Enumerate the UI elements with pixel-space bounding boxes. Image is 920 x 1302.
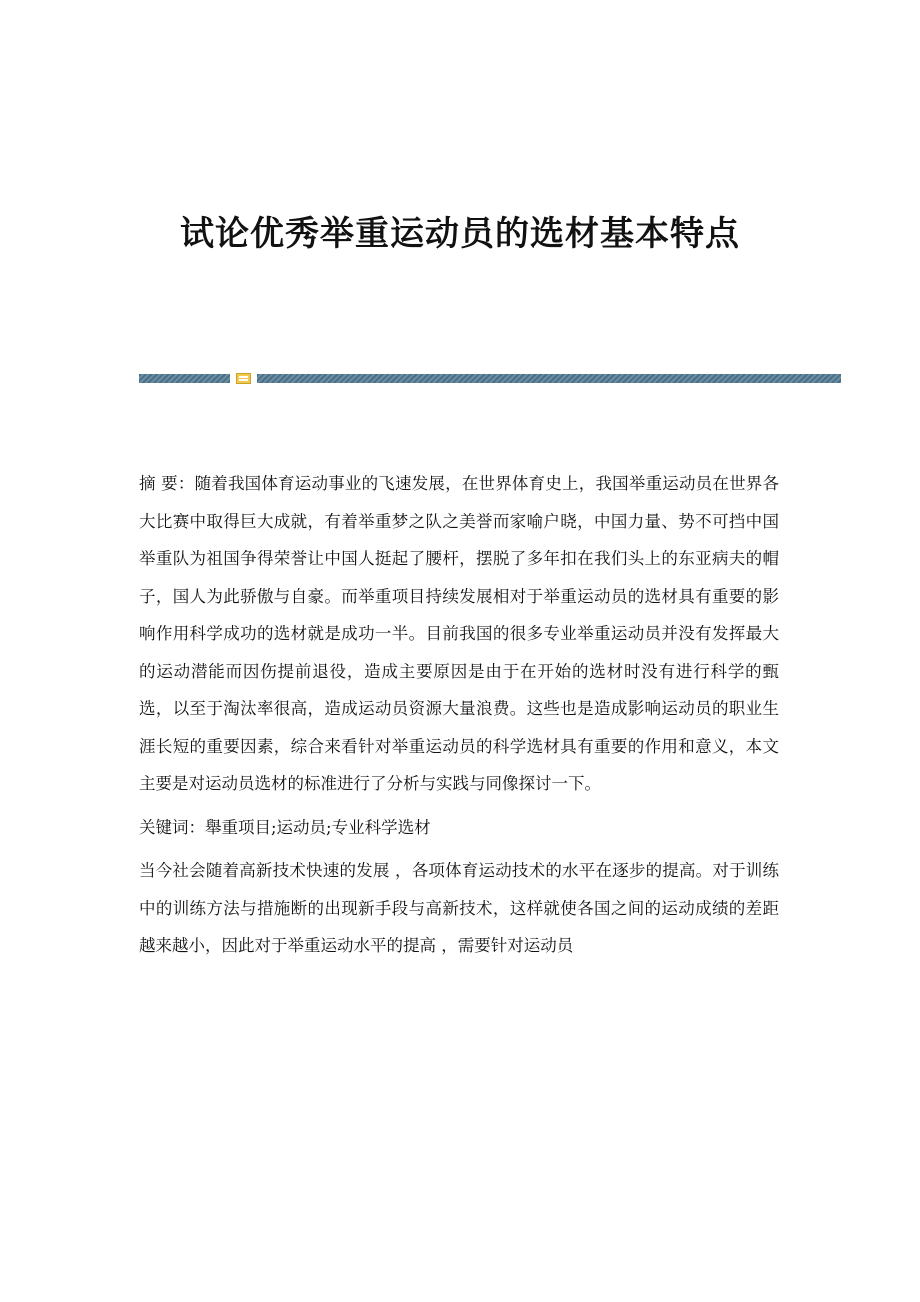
divider-bar-right <box>257 374 841 383</box>
divider-bar-left <box>139 374 230 383</box>
abstract-paragraph <box>139 465 779 803</box>
document-title: 试论优秀举重运动员的选材基本特点 <box>180 214 740 254</box>
title-divider <box>139 374 841 383</box>
divider-emblem-icon <box>236 373 251 384</box>
keywords-label: 关键词： <box>139 817 205 837</box>
keywords-text: 舉重项目;运动员;专业科学选材 <box>205 817 431 837</box>
intro-paragraph: 当今社会随着高新技术快速的发展 ，各项体育运动技术的水平在逐步的提高。对于训练中的训练方法与措施断的出现新手段与高新技术，这样就使各国之间的运动成绩的差距越来越小，因此对于举重运动水平的提高 ，需要针对运动员 <box>139 861 779 955</box>
keywords-paragraph <box>139 809 779 847</box>
abstract-text: 随着我国体育运动事业的飞速发展，在世界体育史上，我国举重运动员在世界各大比赛中取得巨大成就，有着举重梦之队之美誉而家喻户晓，中国力量、势不可挡中国举重队为祖国争得荣誉让中国人挺起了腰杆，摆脱了多年扣在我们头上的东亚病夫的帽子，国人为此骄傲与自豪。而举重项目持续发展相对于举重运动员的选材具有重要的影响作用科学成功的选材就是成功一半。目前我国的很多专业举重运动员并没有发挥最大的运动潜能而因伤提前退役，造成主要原因是由于在开始的选材时没有进行科学的甄选，以至于淘汰率很高，造成运动员资源大量浪费。这些也是造成影响运动员的职业生涯长短的重要因素，综合来看针对举重运动员的科学选材具有重要的作用和意义，本文主要是对运动员选材的标准进行了分析与实践与同像探讨一下。 <box>139 474 779 793</box>
document-body <box>139 465 779 965</box>
abstract-label: 摘 要： <box>139 474 195 493</box>
